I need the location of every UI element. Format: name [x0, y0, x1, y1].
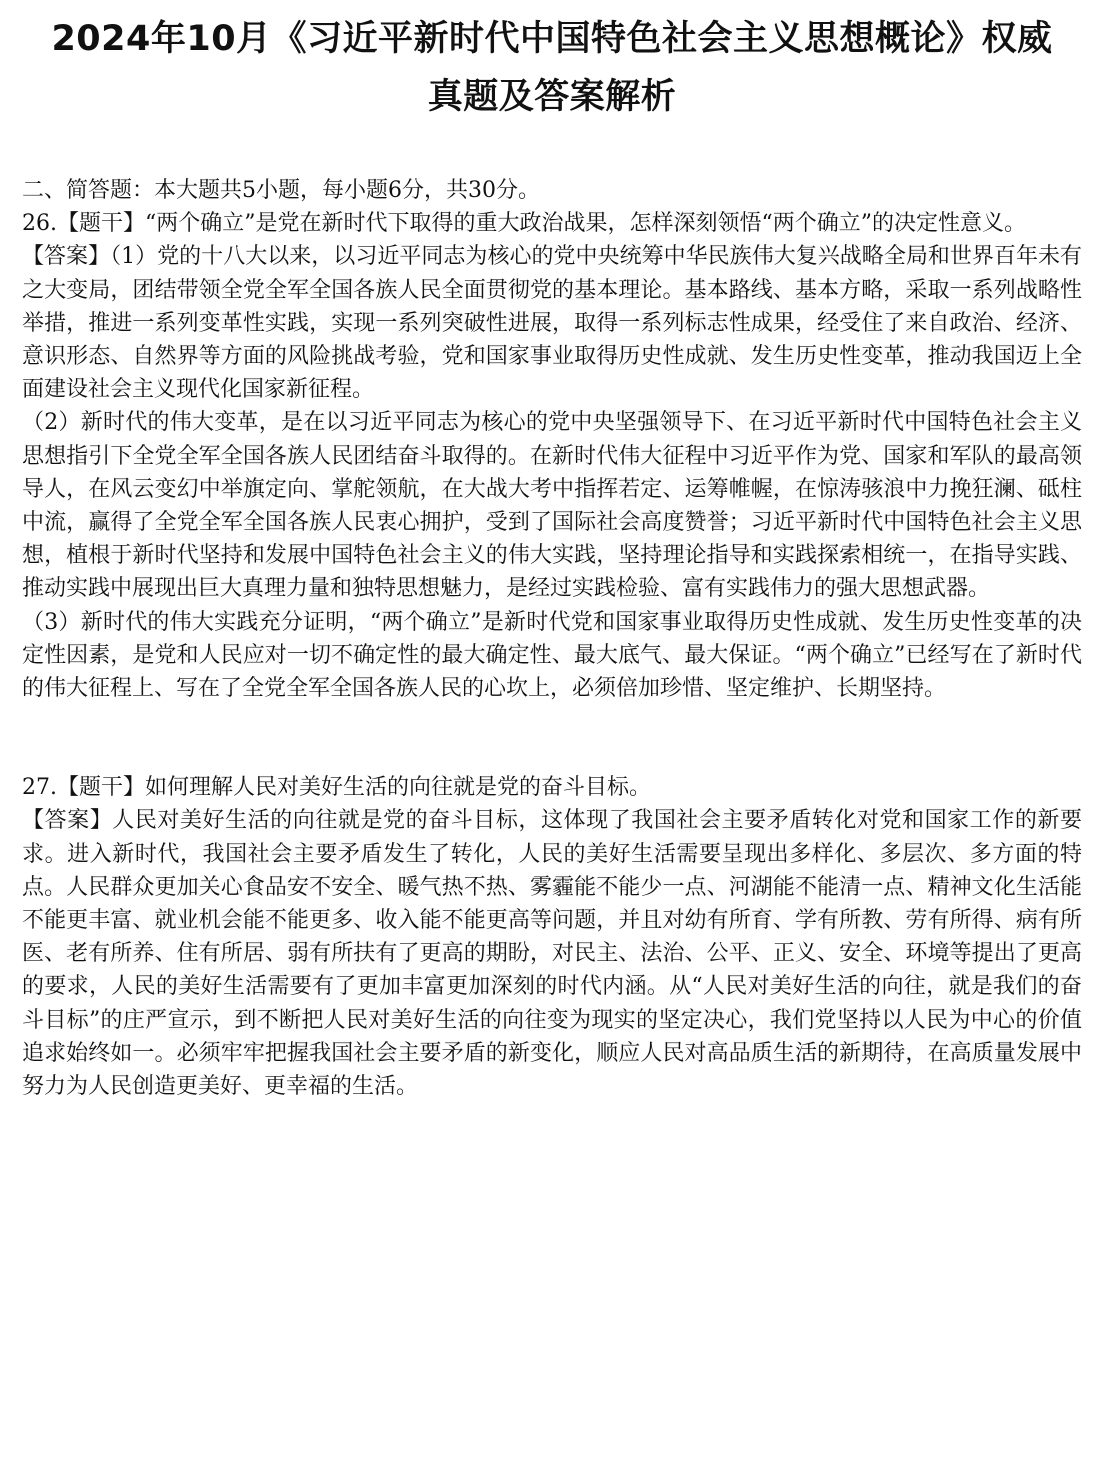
document-body	[22, 174, 1082, 1103]
question-26-answer-part-2: （2）新时代的伟大变革，是在以习近平同志为核心的党中央坚强领导下、在习近平新时代中国特色社会主义思想指引下全党全军全国各族人民团结奋斗取得的。在新时代伟大征程中习近平作为党、国家和军队的最高领导人，在风云变幻中举旗定向、掌舵领航，在大战大考中指挥若定、运筹帷幄，在惊涛骇浪中力挽狂澜、砥柱中流，赢得了全党全军全国各族人民衷心拥护，受到了国际社会高度赞誉；习近平新时代中国特色社会主义思想，植根于新时代坚持和发展中国特色社会主义的伟大实践，坚持理论指导和实践探索相统一，在指导实践、推动实践中展现出巨大真理力量和独特思想魅力，是经过实践检验、富有实践伟力的强大思想武器。	[22, 410, 1082, 602]
question-27-stem: 27.【题干】如何理解人民对美好生活的向往就是党的奋斗目标。	[22, 775, 651, 801]
question-26-answer-part-1: 【答案】（1）党的十八大以来，以习近平同志为核心的党中央统筹中华民族伟大复兴战略全局和世界百年未有之大变局，团结带领全党全军全国各族人民全面贯彻党的基本理论。基本路线、基本方略，采取一系列战略性举措，推进一系列变革性实践，实现一系列突破性进展，取得一系列标志性成果，经受住了来自政治、经济、意识形态、自然界等方面的风险挑战考验，党和国家事业取得历史性成就、发生历史性变革，推动我国迈上全面建设社会主义现代化国家新征程。	[22, 244, 1082, 403]
question-27-answer: 【答案】人民对美好生活的向往就是党的奋斗目标，这体现了我国社会主要矛盾转化对党和国家工作的新要求。进入新时代，我国社会主要矛盾发生了转化，人民的美好生活需要呈现出多样化、多层次、多方面的特点。人民群众更加关心食品安不安全、暖气热不热、雾霾能不能少一点、河湖能不能清一点、精神文化生活能不能更丰富、就业机会能不能更多、收入能不能更高等问题，并且对幼有所育、学有所教、劳有所得、病有所医、老有所养、住有所居、弱有所扶有了更高的期盼，对民主、法治、公平、正义、安全、环境等提出了更高的要求，人民的美好生活需要有了更加丰富更加深刻的时代内涵。从“人民对美好生活的向往，就是我们的奋斗目标”的庄严宣示，到不断把人民对美好生活的向往变为现实的坚定决心，我们党坚持以人民为中心的价值追求始终如一。必须牢牢把握我国社会主要矛盾的新变化，顺应人民对高品质生活的新期待，在高质量发展中努力为人民创造更美好、更幸福的生活。	[22, 808, 1082, 1100]
question-26-stem: 26.【题干】“两个确立”是党在新时代下取得的重大政治战果，怎样深刻领悟“两个确立”的决定性意义。	[22, 211, 1026, 237]
title-line-2: 真题及答案解析	[427, 77, 677, 117]
paragraph-spacer	[22, 705, 1082, 771]
document-title	[22, 0, 1082, 126]
document-page	[22, 0, 1082, 1103]
section-heading: 二、简答题：本大题共5小题，每小题6分，共30分。	[22, 178, 540, 203]
question-26-answer-part-3: （3）新时代的伟大实践充分证明，“两个确立”是新时代党和国家事业取得历史性成就、发生历史性变革的决定性因素，是党和人民应对一切不确定性的最大确定性、最大底气、最大保证。“两个确立”已经写在了新时代的伟大征程上、写在了全党全军全国各族人民的心坎上，必须倍加珍惜、坚定维护、长期坚持。	[22, 609, 1082, 702]
title-line-1: 2024年10月《习近平新时代中国特色社会主义思想概论》权威	[51, 19, 1053, 59]
